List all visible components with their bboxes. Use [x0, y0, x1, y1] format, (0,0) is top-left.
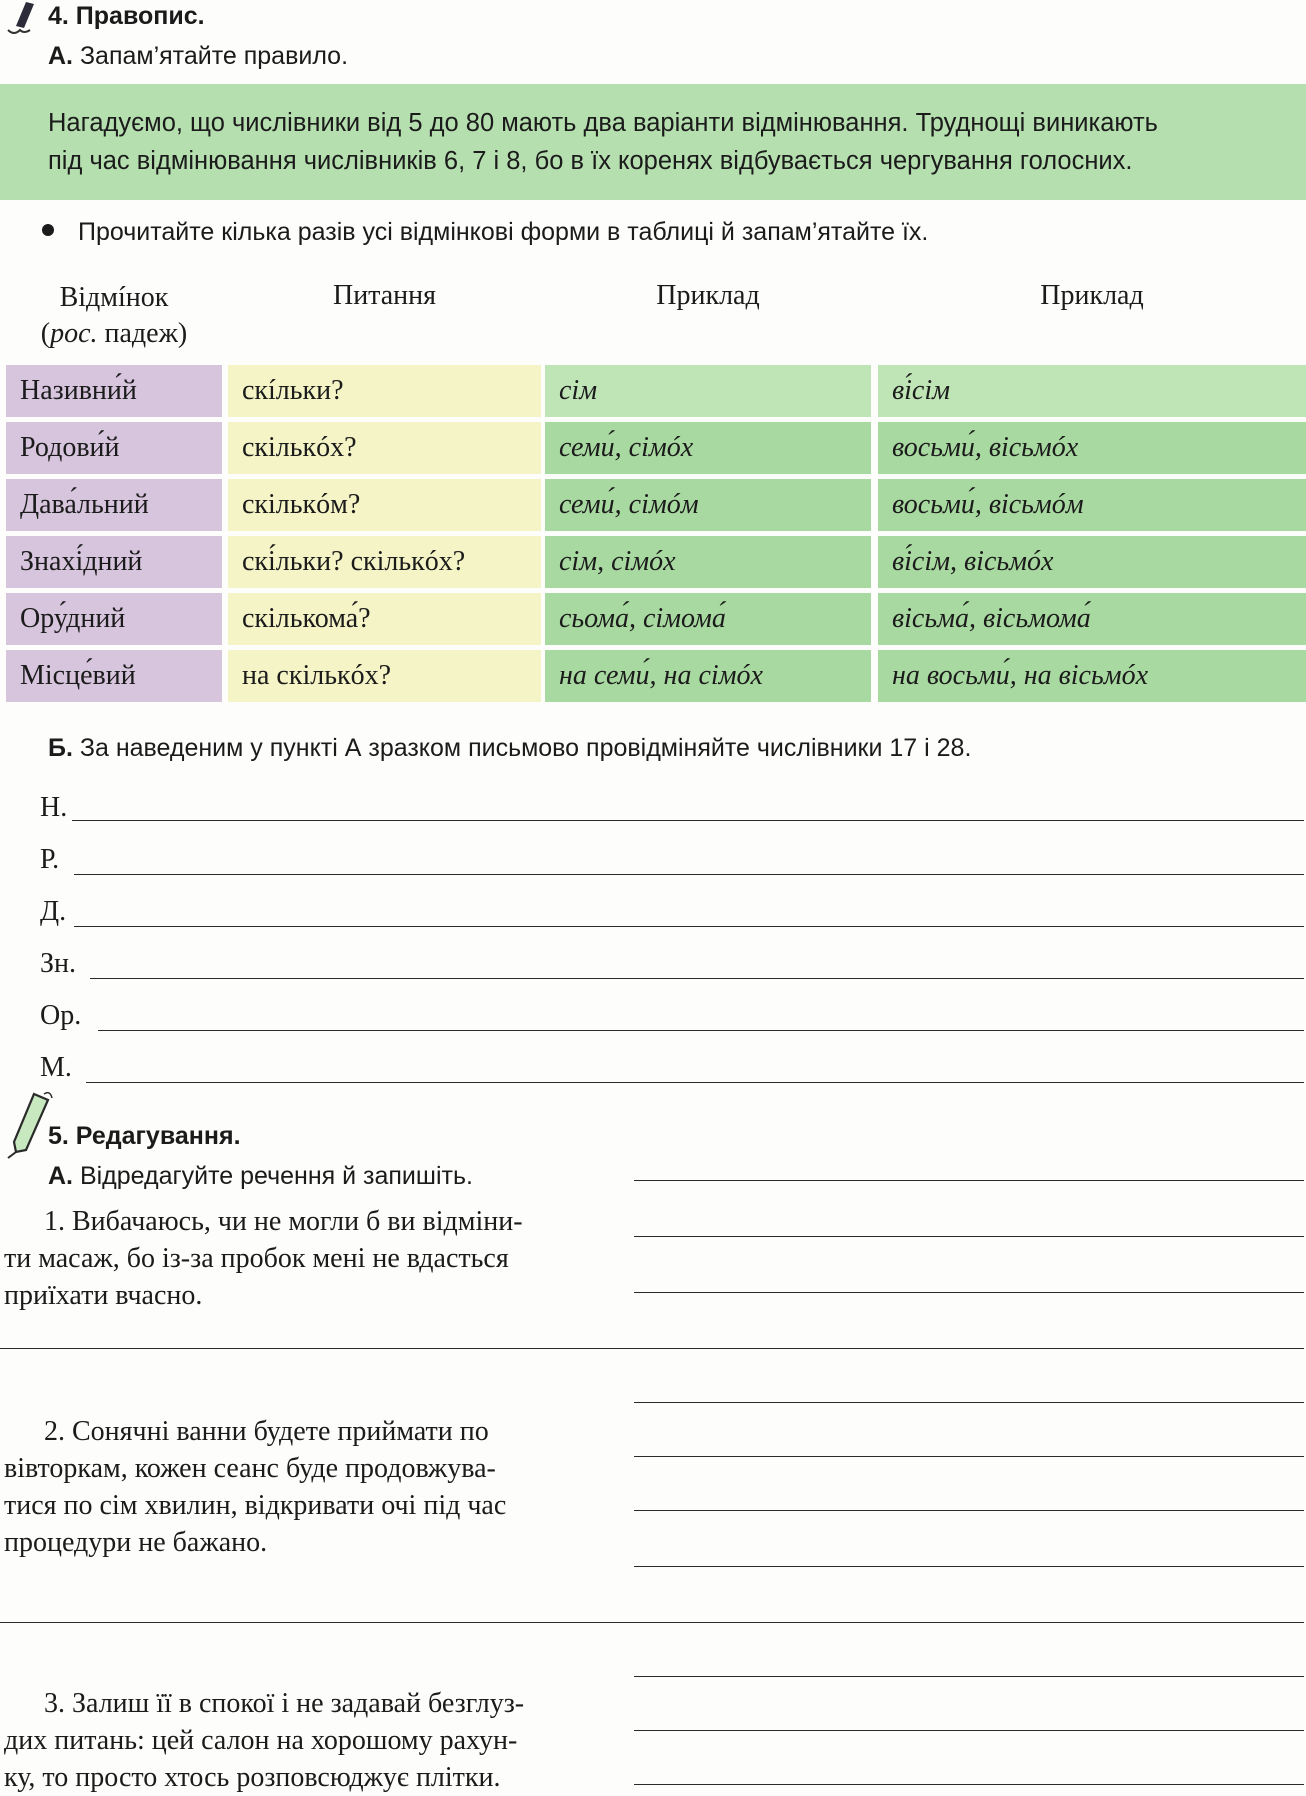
case-label-zn: Зн.	[40, 948, 77, 979]
answer-line[interactable]	[98, 1030, 1304, 1031]
case-cell: Називни́й	[6, 365, 222, 417]
header-case: Відмíнок (рос. падеж)	[40, 282, 188, 349]
example-cell-7: семи́, сімóм	[545, 479, 871, 531]
case-label-r: Р.	[40, 844, 60, 875]
case-cell: Ору́дний	[6, 593, 222, 645]
answer-line[interactable]	[634, 1566, 1304, 1567]
example-cell-8: на восьми́, на вісьмóх	[878, 650, 1306, 702]
case-label-d: Д.	[40, 896, 67, 927]
section-5-title: 5. Редагування.	[48, 1122, 241, 1150]
question-cell: скі́льки? скількóх?	[228, 536, 541, 588]
rule-text: Нагадуємо, що числівники від 5 до 80 мають два варіанти відмінювання. Труднощі виникають під час відмінювання числівників 6, 7 і 8, бо в їх коренях відбувається чергування голосних.	[48, 109, 1158, 175]
table-instruction: Прочитайте кілька разів усі відмінкові форми в таблиці й запам’ятайте їх.	[42, 218, 928, 247]
answer-line[interactable]	[634, 1510, 1304, 1511]
bullet-icon	[42, 224, 54, 236]
answer-line[interactable]	[86, 1082, 1304, 1083]
question-cell: скількóм?	[228, 479, 541, 531]
answer-line[interactable]	[634, 1730, 1304, 1731]
section-5-subtitle-a: А. Відредагуйте речення й запишіть.	[48, 1162, 473, 1190]
case-cell: Місце́вий	[6, 650, 222, 702]
example-cell-8: ві́сім, вісьмóх	[878, 536, 1306, 588]
example-cell-7: сім	[545, 365, 871, 417]
case-label-or: Ор.	[40, 1000, 82, 1031]
question-cell: на скількóх?	[228, 650, 541, 702]
section-4-subtitle-b: Б. За наведеним у пункті А зразком письмово провідміняйте числівники 17 і 28.	[48, 734, 972, 762]
example-cell-8: вісьма́, вісьмома́	[878, 593, 1306, 645]
header-example-1: Приклад	[656, 280, 760, 311]
section-4-title: 4. Правопис.	[48, 2, 205, 30]
example-cell-7: семи́, сімóх	[545, 422, 871, 474]
answer-line[interactable]	[0, 1622, 1304, 1623]
example-cell-8: ві́сім	[878, 365, 1306, 417]
example-cell-8: восьми́, вісьмóм	[878, 479, 1306, 531]
header-question: Питання	[332, 280, 437, 311]
answer-line[interactable]	[634, 1784, 1304, 1785]
example-cell-7: на семи́, на сімóх	[545, 650, 871, 702]
sentence-3: 3. Залиш її в спокої і не задавай безглуз- дих питань: цей салон на хорошому рахун- ку, то просто хтось розповсюджує плітки.	[4, 1688, 525, 1793]
sentence-2: 2. Сонячні ванни будете приймати по вівторкам, кожен сеанс буде продовжува- тися по сім хвилин, відкривати очі під час процедури не бажано.	[4, 1416, 507, 1558]
answer-line[interactable]	[634, 1676, 1304, 1677]
answer-line[interactable]	[74, 874, 1304, 875]
pencil-icon	[4, 0, 48, 40]
answer-line[interactable]	[634, 1180, 1304, 1181]
answer-line[interactable]	[634, 1456, 1304, 1457]
example-cell-7: сьома́, сімома́	[545, 593, 871, 645]
answer-line[interactable]	[634, 1236, 1304, 1237]
example-cell-8: восьми́, вісьмóх	[878, 422, 1306, 474]
example-cell-7: сім, сімóх	[545, 536, 871, 588]
section-4-subtitle-a: А. Запам’ятайте правило.	[48, 42, 349, 70]
header-example-2: Приклад	[1040, 280, 1144, 311]
question-cell: скількóх?	[228, 422, 541, 474]
case-cell: Дава́льний	[6, 479, 222, 531]
answer-line[interactable]	[90, 978, 1304, 979]
question-cell: скíльки?	[228, 365, 541, 417]
case-cell: Родови́й	[6, 422, 222, 474]
answer-line[interactable]	[634, 1292, 1304, 1293]
case-label-m: М.	[40, 1052, 72, 1083]
answer-line[interactable]	[634, 1402, 1304, 1403]
answer-line[interactable]	[72, 820, 1304, 821]
answer-line[interactable]	[0, 1348, 1304, 1349]
case-label-n: Н.	[40, 792, 68, 823]
sentence-1: 1. Вибачаюсь, чи не могли б ви відміни- ти масаж, бо із-за пробок мені не вдасться приїхати вчасно.	[4, 1206, 523, 1311]
question-cell: скількома́?	[228, 593, 541, 645]
answer-line[interactable]	[74, 926, 1304, 927]
case-cell: Знахі́дний	[6, 536, 222, 588]
